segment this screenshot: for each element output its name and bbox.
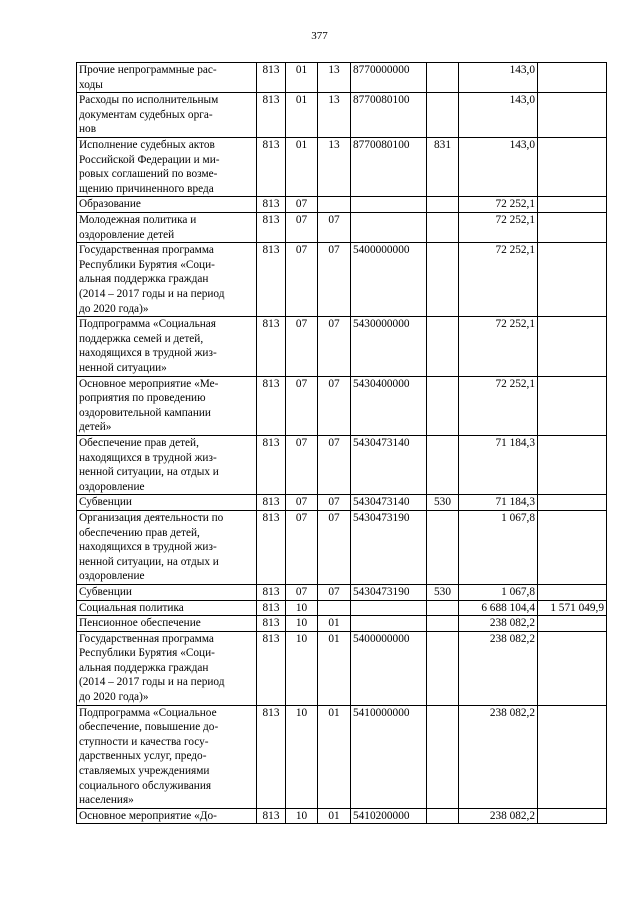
row-target-article-code: [351, 616, 427, 632]
row-amount-extra: [538, 631, 607, 705]
row-amount: 143,0: [459, 137, 538, 196]
row-section-code: 01: [286, 137, 318, 196]
row-target-article-code: 5430000000: [351, 317, 427, 376]
row-expense-type-code: [427, 376, 459, 435]
row-subsection-code: 07: [318, 317, 351, 376]
row-name: Прочие непрограммные рас- ходы: [77, 63, 257, 93]
row-subsection-code: 01: [318, 631, 351, 705]
row-amount: 71 184,3: [459, 495, 538, 511]
table-row: [77, 705, 607, 808]
row-expense-type-code: 831: [427, 137, 459, 196]
budget-table: [76, 62, 607, 824]
row-expense-type-code: [427, 600, 459, 616]
table-row: [77, 197, 607, 213]
table-row: [77, 495, 607, 511]
table-row: [77, 600, 607, 616]
table-row: [77, 616, 607, 632]
row-expense-type-code: [427, 212, 459, 242]
row-subsection-code: 07: [318, 435, 351, 494]
row-name: Организация деятельности по обеспечению прав детей, находящихся в трудной жиз- ненной ситуации, на отдых и оздоровление: [77, 510, 257, 584]
row-amount: 238 082,2: [459, 705, 538, 808]
row-section-code: 10: [286, 616, 318, 632]
table-row: [77, 63, 607, 93]
row-amount-extra: [538, 705, 607, 808]
row-amount-extra: [538, 584, 607, 600]
row-target-article-code: 5430473190: [351, 510, 427, 584]
row-subsection-code: 01: [318, 808, 351, 824]
row-ved-code: 813: [257, 705, 286, 808]
row-section-code: 07: [286, 197, 318, 213]
table-row: [77, 137, 607, 196]
row-amount-extra: [538, 808, 607, 824]
row-name: Государственная программа Республики Бурятия «Соци- альная поддержка граждан (2014 – 2017 годы и на период до 2020 года)»: [77, 631, 257, 705]
row-subsection-code: 07: [318, 212, 351, 242]
row-amount: 72 252,1: [459, 243, 538, 317]
row-amount-extra: [538, 243, 607, 317]
row-subsection-code: 01: [318, 616, 351, 632]
row-expense-type-code: 530: [427, 495, 459, 511]
page-number: 377: [311, 30, 328, 42]
row-target-article-code: 5430473140: [351, 495, 427, 511]
row-subsection-code: 07: [318, 376, 351, 435]
table-row: [77, 808, 607, 824]
row-amount-extra: [538, 212, 607, 242]
row-target-article-code: [351, 212, 427, 242]
row-section-code: 07: [286, 435, 318, 494]
row-amount: 72 252,1: [459, 212, 538, 242]
row-amount: 6 688 104,4: [459, 600, 538, 616]
row-expense-type-code: [427, 510, 459, 584]
row-name: Субвенции: [77, 584, 257, 600]
table-row: [77, 584, 607, 600]
row-section-code: 10: [286, 600, 318, 616]
row-ved-code: 813: [257, 808, 286, 824]
row-section-code: 07: [286, 212, 318, 242]
row-section-code: 07: [286, 495, 318, 511]
row-amount: 72 252,1: [459, 197, 538, 213]
row-amount: 72 252,1: [459, 317, 538, 376]
row-target-article-code: 5430473140: [351, 435, 427, 494]
row-subsection-code: 07: [318, 243, 351, 317]
row-amount: 71 184,3: [459, 435, 538, 494]
row-amount: 72 252,1: [459, 376, 538, 435]
row-ved-code: 813: [257, 616, 286, 632]
row-expense-type-code: [427, 435, 459, 494]
row-amount-extra: [538, 510, 607, 584]
row-ved-code: 813: [257, 600, 286, 616]
row-expense-type-code: [427, 243, 459, 317]
row-expense-type-code: [427, 705, 459, 808]
row-section-code: 07: [286, 510, 318, 584]
row-expense-type-code: [427, 317, 459, 376]
row-name: Субвенции: [77, 495, 257, 511]
row-subsection-code: [318, 600, 351, 616]
row-ved-code: 813: [257, 317, 286, 376]
table-row: [77, 212, 607, 242]
row-target-article-code: 5410000000: [351, 705, 427, 808]
row-name: Исполнение судебных актов Российской Федерации и ми- ровых соглашений по возме- щению причиненного вреда: [77, 137, 257, 196]
row-amount-extra: [538, 197, 607, 213]
row-ved-code: 813: [257, 435, 286, 494]
row-name: Основное мероприятие «Ме- роприятия по проведению оздоровительной кампании детей»: [77, 376, 257, 435]
table-row: [77, 243, 607, 317]
row-ved-code: 813: [257, 376, 286, 435]
row-name: Основное мероприятие «До-: [77, 808, 257, 824]
row-expense-type-code: [427, 197, 459, 213]
row-amount: 143,0: [459, 93, 538, 138]
row-subsection-code: 13: [318, 137, 351, 196]
row-section-code: 01: [286, 63, 318, 93]
row-amount: 1 067,8: [459, 584, 538, 600]
row-amount: 238 082,2: [459, 616, 538, 632]
row-name: Социальная политика: [77, 600, 257, 616]
row-ved-code: 813: [257, 63, 286, 93]
row-target-article-code: 8770080100: [351, 93, 427, 138]
row-name: Образование: [77, 197, 257, 213]
row-section-code: 10: [286, 631, 318, 705]
table-row: [77, 435, 607, 494]
row-ved-code: 813: [257, 243, 286, 317]
table-row: [77, 93, 607, 138]
row-section-code: 07: [286, 376, 318, 435]
row-subsection-code: 01: [318, 705, 351, 808]
row-amount-extra: [538, 317, 607, 376]
row-target-article-code: 8770080100: [351, 137, 427, 196]
row-name: Расходы по исполнительным документам судебных орга- нов: [77, 93, 257, 138]
table-row: [77, 631, 607, 705]
row-subsection-code: 13: [318, 63, 351, 93]
row-target-article-code: 5400000000: [351, 631, 427, 705]
row-name: Подпрограмма «Социальное обеспечение, повышение до- ступности и качества госу- дарственных услуг, предо- ставляемых учреждениями социального обслуживания населения»: [77, 705, 257, 808]
row-amount: 238 082,2: [459, 808, 538, 824]
row-amount: 143,0: [459, 63, 538, 93]
row-subsection-code: 07: [318, 510, 351, 584]
row-amount-extra: [538, 93, 607, 138]
row-expense-type-code: [427, 63, 459, 93]
row-target-article-code: 5430400000: [351, 376, 427, 435]
row-target-article-code: 8770000000: [351, 63, 427, 93]
row-subsection-code: 13: [318, 93, 351, 138]
row-ved-code: 813: [257, 495, 286, 511]
row-expense-type-code: [427, 93, 459, 138]
row-target-article-code: 5410200000: [351, 808, 427, 824]
row-section-code: 07: [286, 243, 318, 317]
row-subsection-code: [318, 197, 351, 213]
row-ved-code: 813: [257, 93, 286, 138]
row-subsection-code: 07: [318, 584, 351, 600]
row-subsection-code: 07: [318, 495, 351, 511]
row-name: Обеспечение прав детей, находящихся в трудной жиз- ненной ситуации, на отдых и оздоровление: [77, 435, 257, 494]
row-amount-extra: [538, 495, 607, 511]
row-amount-extra: [538, 376, 607, 435]
row-expense-type-code: [427, 616, 459, 632]
table-row: [77, 376, 607, 435]
table-row: [77, 317, 607, 376]
row-target-article-code: [351, 600, 427, 616]
row-ved-code: 813: [257, 584, 286, 600]
row-name: Государственная программа Республики Бурятия «Соци- альная поддержка граждан (2014 – 2017 годы и на период до 2020 года)»: [77, 243, 257, 317]
row-expense-type-code: [427, 808, 459, 824]
row-section-code: 01: [286, 93, 318, 138]
row-amount: 1 067,8: [459, 510, 538, 584]
row-amount-extra: [538, 137, 607, 196]
row-expense-type-code: 530: [427, 584, 459, 600]
row-section-code: 07: [286, 584, 318, 600]
table-row: [77, 510, 607, 584]
row-amount-extra: [538, 435, 607, 494]
row-name: Молодежная политика и оздоровление детей: [77, 212, 257, 242]
row-expense-type-code: [427, 631, 459, 705]
row-section-code: 10: [286, 808, 318, 824]
row-ved-code: 813: [257, 197, 286, 213]
row-name: Подпрограмма «Социальная поддержка семей и детей, находящихся в трудной жиз- ненной ситуации»: [77, 317, 257, 376]
row-ved-code: 813: [257, 212, 286, 242]
row-target-article-code: 5430473190: [351, 584, 427, 600]
row-target-article-code: 5400000000: [351, 243, 427, 317]
row-target-article-code: [351, 197, 427, 213]
row-ved-code: 813: [257, 631, 286, 705]
row-ved-code: 813: [257, 137, 286, 196]
row-section-code: 10: [286, 705, 318, 808]
row-name: Пенсионное обеспечение: [77, 616, 257, 632]
row-amount-extra: [538, 63, 607, 93]
row-amount: 238 082,2: [459, 631, 538, 705]
row-section-code: 07: [286, 317, 318, 376]
row-amount-extra: [538, 616, 607, 632]
row-amount-extra: 1 571 049,9: [538, 600, 607, 616]
row-ved-code: 813: [257, 510, 286, 584]
budget-table-body: [77, 63, 607, 824]
